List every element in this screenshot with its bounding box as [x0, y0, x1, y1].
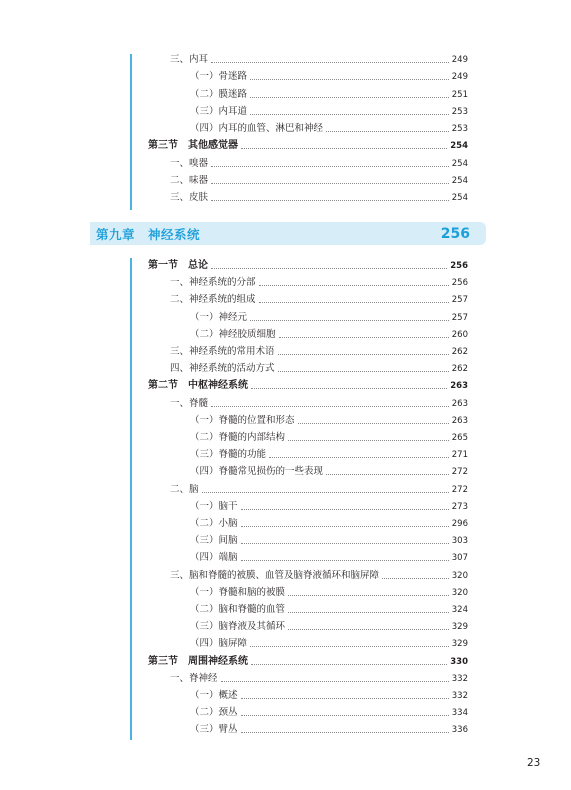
- toc-entry[interactable]: [190, 464, 468, 480]
- dot-leader: [326, 130, 449, 132]
- dot-leader: [250, 319, 449, 321]
- toc-entry-title: （四）脊髓常见损伤的一些表现: [190, 466, 324, 478]
- dot-leader: [250, 645, 449, 647]
- toc-entry[interactable]: [190, 121, 468, 137]
- toc-entry-title: （一）概述: [190, 690, 238, 701]
- toc-entry[interactable]: [170, 292, 468, 308]
- toc-entry-title: （三）脑脊液及其循环: [190, 621, 286, 633]
- toc-entry-title: 一、神经系统的分部: [170, 277, 256, 289]
- toc-entry-page: 324: [451, 605, 468, 615]
- toc-entry-page: 249: [451, 55, 468, 65]
- toc-entry[interactable]: [170, 344, 468, 360]
- toc-entry-title: 一、嗅器: [170, 157, 209, 169]
- toc-entry[interactable]: [190, 104, 468, 120]
- dot-leader: [241, 147, 447, 149]
- toc-entry[interactable]: [190, 619, 468, 635]
- toc-entry-page: 329: [451, 622, 468, 633]
- toc-entry-title: 第二节 中枢神经系统: [148, 380, 248, 392]
- toc-entry-page: 332: [451, 673, 468, 684]
- toc-entry[interactable]: [170, 671, 468, 687]
- toc-entry[interactable]: [170, 52, 468, 68]
- dot-leader: [279, 336, 449, 338]
- toc-entry[interactable]: [148, 378, 468, 394]
- dot-leader: [241, 525, 449, 527]
- toc-entry-page: 254: [451, 158, 468, 169]
- toc-entry-title: 三、脑和脊髓的被膜、血管及脑脊液循环和脑屏障: [170, 569, 380, 581]
- dot-leader: [288, 439, 449, 441]
- toc-entry-title: （三）间脑: [190, 535, 238, 547]
- toc-entry-title: （三）内耳道: [190, 105, 248, 117]
- toc-entry-title: （二）脑和脊髓的血管: [190, 604, 286, 615]
- toc-entry[interactable]: [190, 430, 468, 446]
- dot-leader: [241, 731, 449, 733]
- dot-leader: [241, 542, 449, 544]
- page-number: 23: [527, 757, 541, 769]
- toc-entry-page: 257: [451, 295, 468, 306]
- toc-entry-page: 272: [451, 484, 468, 495]
- toc-entry[interactable]: [190, 533, 468, 549]
- toc-entry-page: 265: [451, 433, 468, 443]
- bottom-margin-line: [130, 258, 132, 740]
- toc-entry-page: 330: [450, 656, 468, 667]
- toc-entry-page: 320: [451, 570, 468, 581]
- toc-entry[interactable]: [170, 275, 468, 291]
- toc-entry[interactable]: [190, 636, 468, 652]
- toc-entry[interactable]: [190, 602, 468, 618]
- toc-entry-page: 336: [451, 725, 468, 736]
- toc-entry-page: 273: [451, 501, 468, 512]
- toc-entry[interactable]: [170, 156, 468, 172]
- toc-entry-page: 253: [451, 106, 468, 117]
- toc-entry[interactable]: [148, 654, 468, 670]
- toc-entry-page: 303: [451, 536, 468, 547]
- toc-entry-title: 二、脑: [170, 483, 199, 495]
- toc-entry-page: 254: [451, 193, 468, 203]
- toc-entry-title: （一）脑干: [190, 500, 238, 512]
- toc-entry-title: 二、味器: [170, 174, 209, 186]
- dot-leader: [211, 165, 449, 167]
- dot-leader: [259, 284, 449, 286]
- dot-leader: [251, 387, 447, 389]
- toc-entry-title: 二、神经系统的组成: [170, 294, 256, 306]
- toc-entry[interactable]: [170, 190, 468, 206]
- toc-entry[interactable]: [170, 361, 468, 377]
- toc-entry-page: 260: [451, 329, 468, 340]
- dot-leader: [241, 508, 449, 510]
- dot-leader: [241, 714, 449, 716]
- dot-leader: [269, 456, 449, 458]
- dot-leader: [382, 577, 449, 579]
- toc-entry-page: 256: [450, 261, 468, 271]
- toc-entry[interactable]: [190, 447, 468, 463]
- dot-leader: [241, 559, 449, 561]
- toc-entry[interactable]: [190, 413, 468, 429]
- toc-entry-page: 329: [451, 639, 468, 650]
- toc-entry-page: 262: [451, 364, 468, 375]
- dot-leader: [251, 663, 447, 665]
- dot-leader: [298, 422, 449, 424]
- dot-leader: [326, 473, 449, 475]
- toc-entry-page: 263: [451, 398, 468, 409]
- toc-entry-title: （四）内耳的血管、淋巴和神经: [190, 123, 324, 134]
- toc-entry-title: （二）颈丛: [190, 707, 238, 719]
- toc-entry-page: 251: [451, 89, 468, 100]
- toc-entry[interactable]: [190, 499, 468, 515]
- toc-entry[interactable]: [170, 173, 468, 189]
- dot-leader: [278, 353, 449, 355]
- toc-entry-page: 254: [450, 141, 468, 152]
- dot-leader: [259, 301, 449, 303]
- dot-leader: [211, 267, 447, 269]
- toc-entry-title: 三、神经系统的常用术语: [170, 346, 275, 357]
- toc-entry[interactable]: [190, 87, 468, 103]
- toc-entry-title: （二）神经胶质细胞: [190, 328, 276, 340]
- toc-entry-title: 三、内耳: [170, 54, 209, 65]
- toc-entry-title: 三、皮肤: [170, 192, 209, 203]
- chapter-banner[interactable]: [90, 222, 486, 245]
- toc-entry[interactable]: [170, 396, 468, 412]
- toc-entry-title: 四、神经系统的活动方式: [170, 363, 275, 375]
- toc-entry-page: 296: [451, 519, 468, 529]
- toc-entry-title: （二）脊髓的内部结构: [190, 432, 286, 443]
- toc-entry-page: 332: [451, 691, 468, 701]
- toc-entry[interactable]: [190, 688, 468, 704]
- toc-entry-page: 271: [451, 450, 468, 461]
- dot-leader: [211, 182, 449, 184]
- toc-entry-title: 一、脊神经: [170, 672, 218, 684]
- dot-leader: [288, 594, 449, 596]
- dot-leader: [211, 61, 449, 63]
- toc-entry-page: 253: [451, 124, 468, 134]
- toc-entry[interactable]: [170, 568, 468, 584]
- dot-leader: [250, 78, 449, 80]
- toc-entry-title: （一）骨迷路: [190, 71, 248, 83]
- dot-leader: [211, 405, 449, 407]
- dot-leader: [288, 628, 449, 630]
- toc-entry-title: （二）膜迷路: [190, 88, 248, 100]
- toc-entry[interactable]: [190, 705, 468, 721]
- toc-entry-page: 334: [451, 708, 468, 719]
- toc-entry-page: 320: [451, 587, 468, 598]
- toc-entry[interactable]: [190, 327, 468, 343]
- toc-entry[interactable]: [148, 258, 468, 274]
- toc-entry-page: 307: [451, 553, 468, 564]
- toc-entry-page: 263: [451, 415, 468, 426]
- toc-entry-title: 第一节 总论: [148, 260, 208, 271]
- toc-entry-page: 262: [451, 347, 468, 357]
- toc-entry-page: 272: [451, 467, 468, 478]
- dot-leader: [221, 680, 449, 682]
- dot-leader: [288, 611, 449, 613]
- top-margin-line: [130, 54, 132, 210]
- toc-entry-title: （二）小脑: [190, 518, 238, 529]
- toc-entry-title: 第三节 其他感觉器: [148, 140, 238, 152]
- toc-entry[interactable]: [148, 138, 468, 154]
- chapter-page: 256: [440, 225, 470, 242]
- toc-entry-title: （一）脊髓的位置和形态: [190, 414, 295, 426]
- toc-entry[interactable]: [190, 69, 468, 85]
- toc-entry-page: 254: [451, 175, 468, 186]
- toc-entry-page: 256: [451, 278, 468, 289]
- toc-entry-title: （四）脑屏障: [190, 638, 248, 650]
- toc-entry-title: （三）脊髓的功能: [190, 449, 267, 461]
- dot-leader: [250, 96, 449, 98]
- toc-entry[interactable]: [170, 482, 468, 498]
- dot-leader: [278, 370, 449, 372]
- dot-leader: [250, 113, 449, 115]
- toc-entry-title: 一、脊髓: [170, 397, 209, 409]
- toc-entry-title: （一）脊髓和脑的被膜: [190, 586, 286, 598]
- dot-leader: [241, 697, 449, 699]
- toc-entry-title: （三）臂丛: [190, 724, 238, 736]
- toc-entry[interactable]: [190, 310, 468, 326]
- toc-entry-page: 249: [451, 72, 468, 83]
- toc-entry-page: 263: [450, 381, 468, 392]
- dot-leader: [211, 199, 449, 201]
- toc-entry-title: （四）端脑: [190, 552, 238, 564]
- toc-entry-title: 第三节 周围神经系统: [148, 655, 248, 667]
- toc-entry[interactable]: [190, 585, 468, 601]
- toc-entry-title: （一）神经元: [190, 311, 248, 323]
- toc-entry[interactable]: [190, 550, 468, 566]
- toc-entry-page: 257: [451, 312, 468, 323]
- chapter-title: 第九章 神经系统: [96, 226, 201, 242]
- dot-leader: [202, 491, 449, 493]
- toc-entry[interactable]: [190, 722, 468, 738]
- toc-entry[interactable]: [190, 516, 468, 532]
